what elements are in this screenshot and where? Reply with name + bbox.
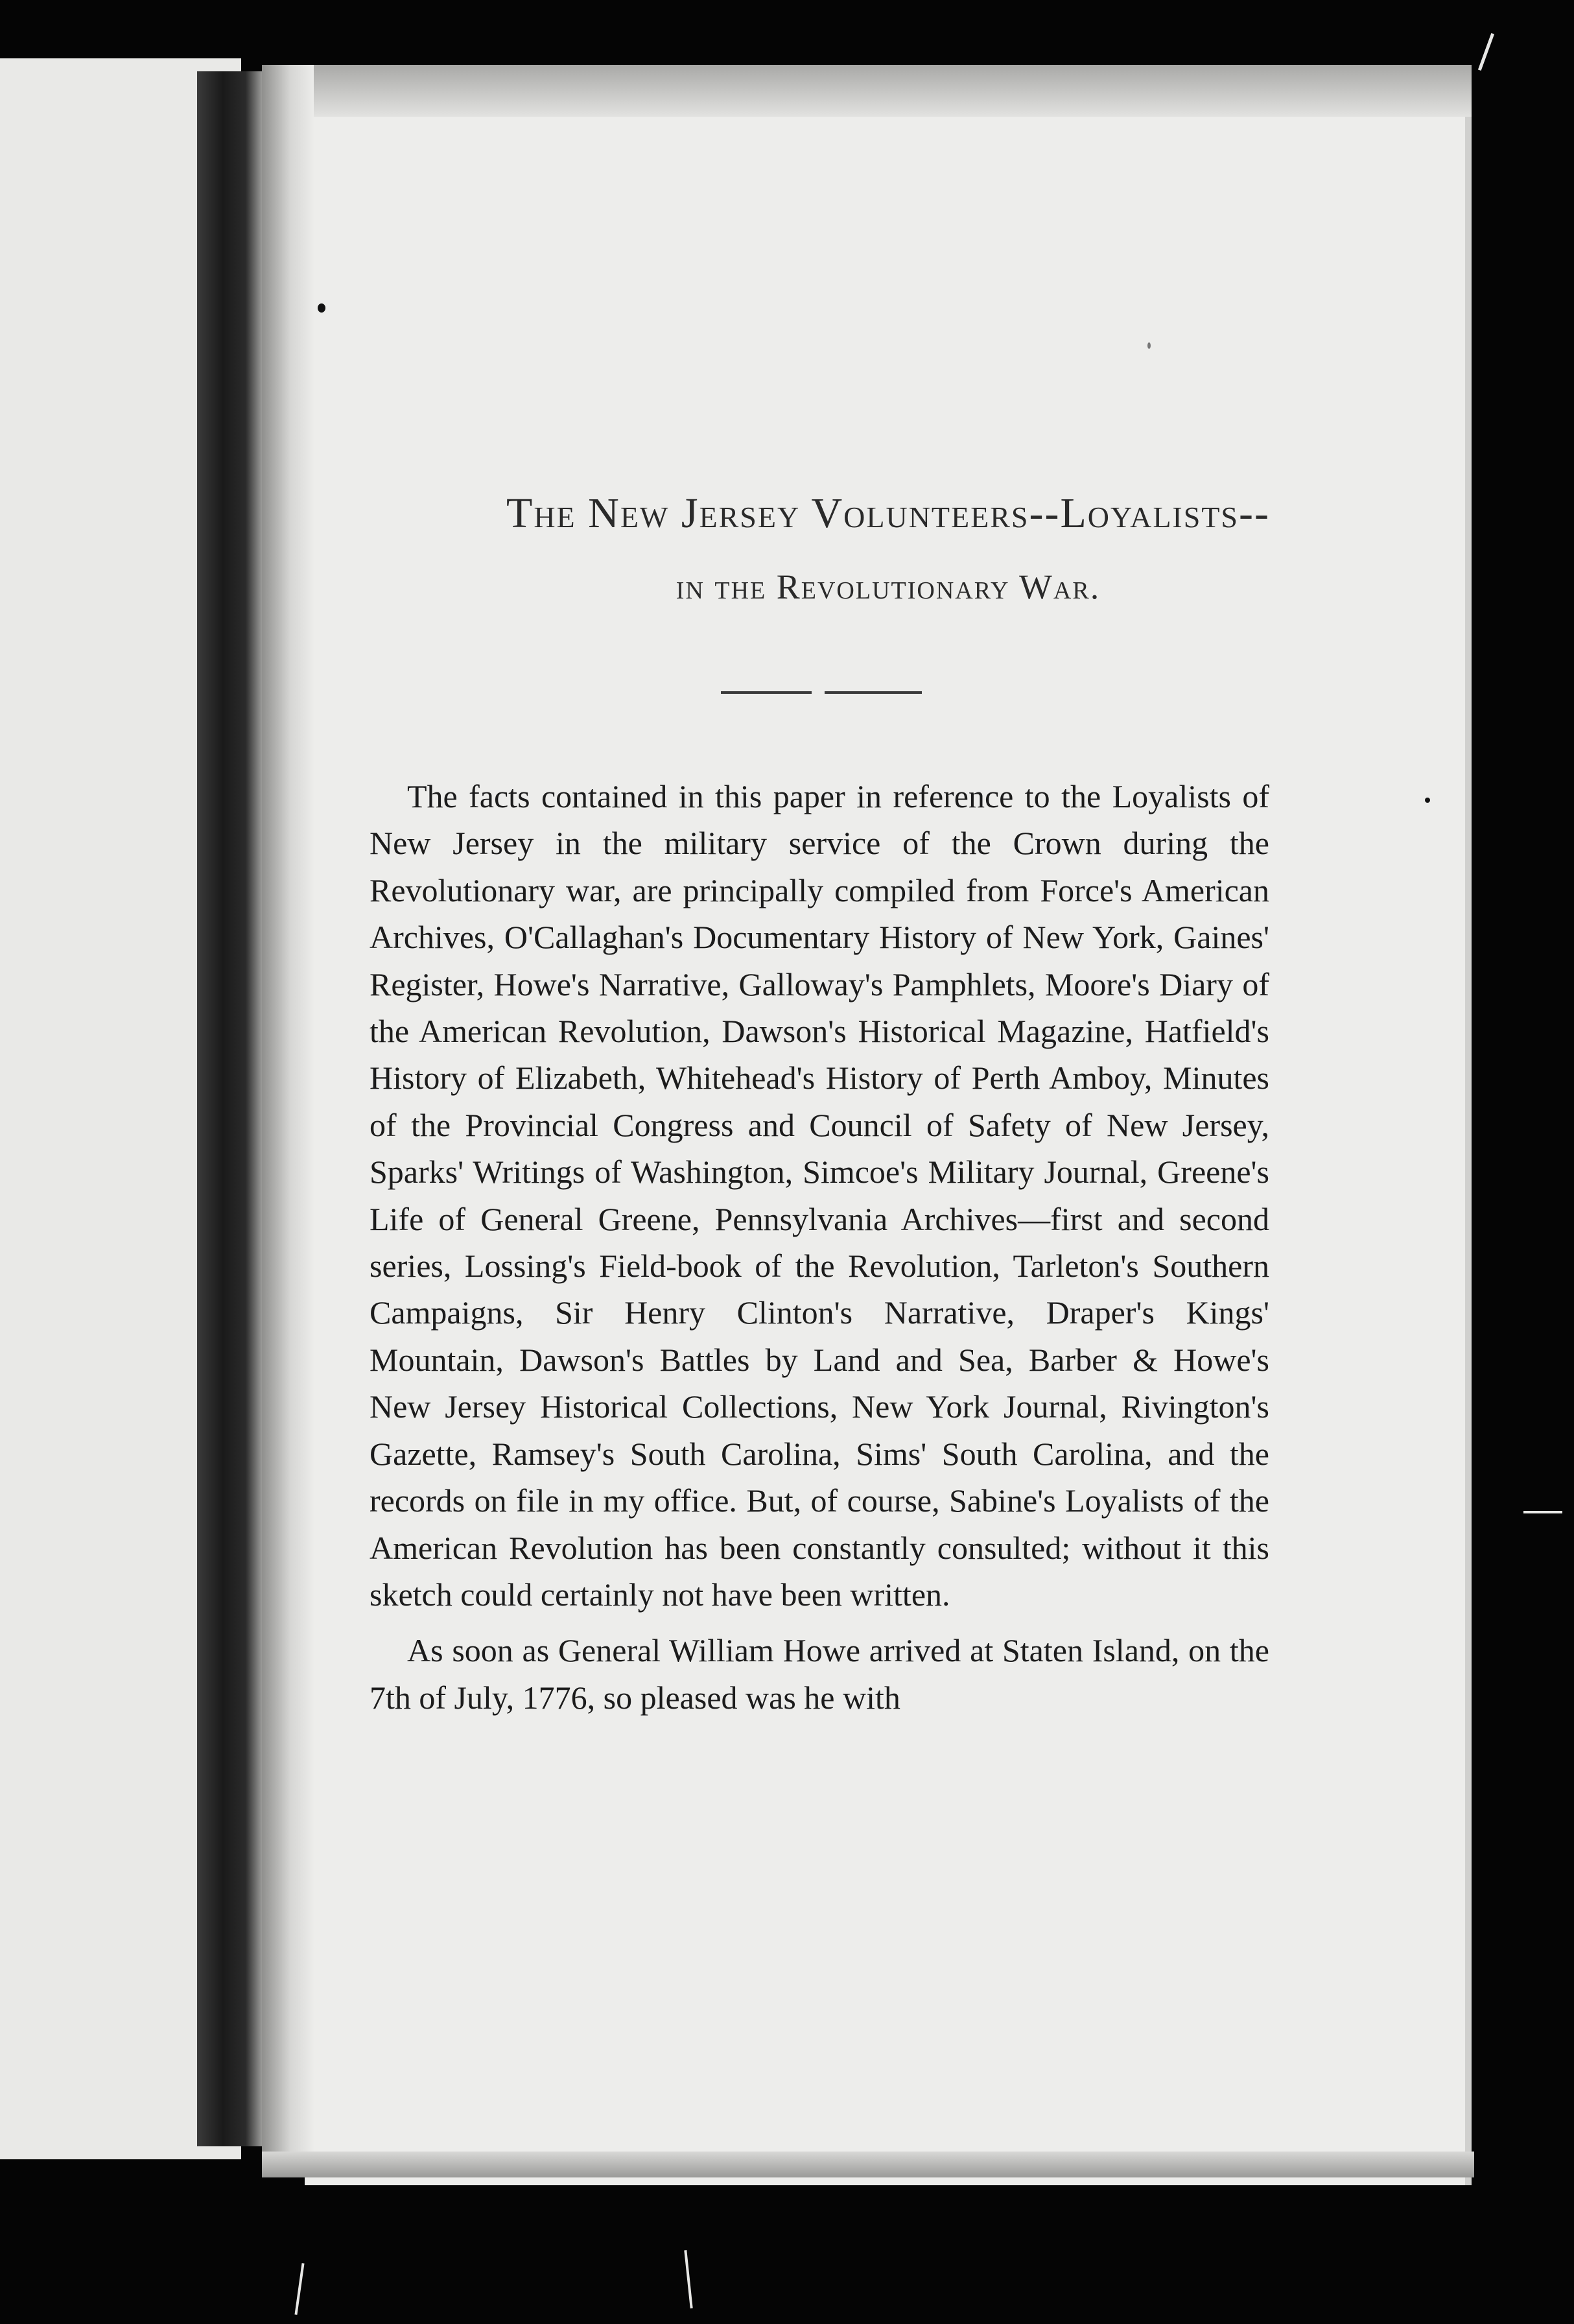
scan-mark: [1523, 1511, 1562, 1513]
title-line-1: The New Jersey Volunteers--Loyalists--: [506, 490, 1270, 537]
scan-speck: [1147, 342, 1151, 349]
scan-speck: [318, 303, 325, 313]
page-bottom-edge: [262, 2152, 1474, 2177]
scan-mark: [1478, 33, 1494, 71]
scan-speck: [1425, 798, 1430, 803]
scan-mark: [684, 2250, 692, 2308]
scan-mark: [294, 2263, 304, 2315]
title-line-2: in the Revolutionary War.: [675, 567, 1101, 606]
title-rule-left: [721, 691, 812, 694]
body-text: [370, 773, 1269, 1721]
paragraph-2: As soon as General William Howe arrived at Staten Island, on the 7th of July, 1776, so pleased was he with: [370, 1632, 1269, 1716]
binding-gutter: [197, 71, 262, 2146]
gutter-edge-shadow: [262, 65, 314, 2153]
title-rule-right: [825, 691, 922, 694]
page-top-shadow: [305, 65, 1472, 117]
paragraph-1: The facts contained in this paper in reference to the Loyalists of New Jersey in the military service of the Crown during the Revolutionary war, are principally compiled from Force's American Archives, O'Callaghan's Documentary History of New York, Gaines' Register, Howe's Narrative, Galloway's Pamphlets, Moore's Diary of the American Revolution, Dawson's Historical Magazine, Hatfield's History of Elizabeth, Whitehead's History of Perth Amboy, Minutes of the Provincial Congress and Council of Safety of New Jersey, Sparks' Writings of Washington, Simcoe's Military Journal, Greene's Life of General Greene, Pennsylvania Archives—first and second series, Lossing's Field-book of the Revolution, Tarleton's Southern Campaigns, Sir Henry Clinton's Narrative, Draper's Kings' Mountain, Dawson's Battles by Land and Sea, Barber & Howe's New Jersey Historical Collections, New York Journal, Rivington's Gazette, Ramsey's South Carolina, Sims' South Carolina, and the records on file in my office. But, of course, Sabine's Loyalists of the American Revolution has been constantly consulted; without it this sketch could certainly not have been written.: [370, 778, 1269, 1613]
